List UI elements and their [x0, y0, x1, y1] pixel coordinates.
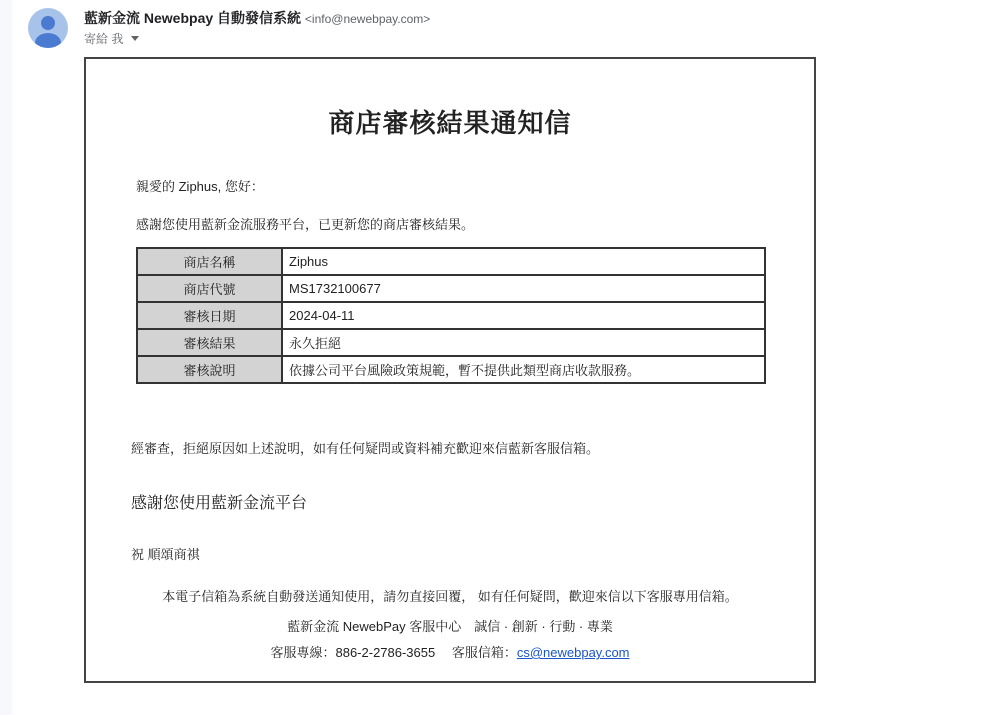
- row-label: 審核日期: [137, 302, 282, 329]
- row-label: 審核結果: [137, 329, 282, 356]
- row-value: 依據公司平台風險政策規範，暫不提供此類型商店收款服務。: [282, 356, 765, 383]
- row-value: 2024-04-11: [282, 302, 765, 329]
- table-row: [137, 302, 765, 329]
- review-info-table: [136, 247, 766, 384]
- intro-text: 感謝您使用藍新金流服務平台，已更新您的商店審核結果。: [136, 217, 475, 232]
- email-body: [84, 57, 816, 683]
- sender-avatar-icon[interactable]: [28, 8, 68, 48]
- row-value: MS1732100677: [282, 275, 765, 302]
- table-row: [137, 248, 765, 275]
- caret-down-icon[interactable]: [131, 36, 139, 41]
- row-value: Ziphus: [282, 248, 765, 275]
- footer-service-center: 藍新金流 NewebPay 客服中心 誠信 · 創新 · 行動 · 專業: [287, 619, 613, 634]
- row-value: 永久拒絕: [282, 329, 765, 356]
- table-row: [137, 275, 765, 302]
- sender-email: <info@newebpay.com>: [304, 12, 431, 26]
- footer-phone: 客服專線：886-2-2786-3655 客服信箱：: [270, 645, 517, 660]
- left-strip: [0, 0, 12, 715]
- greeting: 親愛的 Ziphus, 您好：: [136, 179, 264, 194]
- summary-text: 經審查，拒絕原因如上述說明，如有任何疑問或資料補充歡迎來信藍新客服信箱。: [131, 441, 600, 456]
- table-row: [137, 329, 765, 356]
- support-email-link[interactable]: cs@newebpay.com: [516, 645, 630, 660]
- email-title: 商店審核結果通知信: [328, 108, 572, 138]
- sender-name[interactable]: 藍新金流 Newebpay 自動發信系統: [84, 10, 302, 26]
- table-row: [137, 356, 765, 383]
- row-label: 商店代號: [137, 275, 282, 302]
- row-label: 審核說明: [137, 356, 282, 383]
- row-label: 商店名稱: [137, 248, 282, 275]
- sender-line: [84, 9, 430, 28]
- recipient-details-toggle[interactable]: [84, 30, 139, 47]
- regards-text: 祝 順頌商祺: [131, 547, 200, 562]
- footer-notice: 本電子信箱為系統自動發送通知使用，請勿直接回覆， 如有任何疑問，歡迎來信以下客服專用信箱。: [162, 589, 738, 604]
- footer-contact: [86, 642, 814, 661]
- recipient-label: 寄給 我: [84, 32, 124, 46]
- thanks-text: 感謝您使用藍新金流平台: [131, 495, 308, 512]
